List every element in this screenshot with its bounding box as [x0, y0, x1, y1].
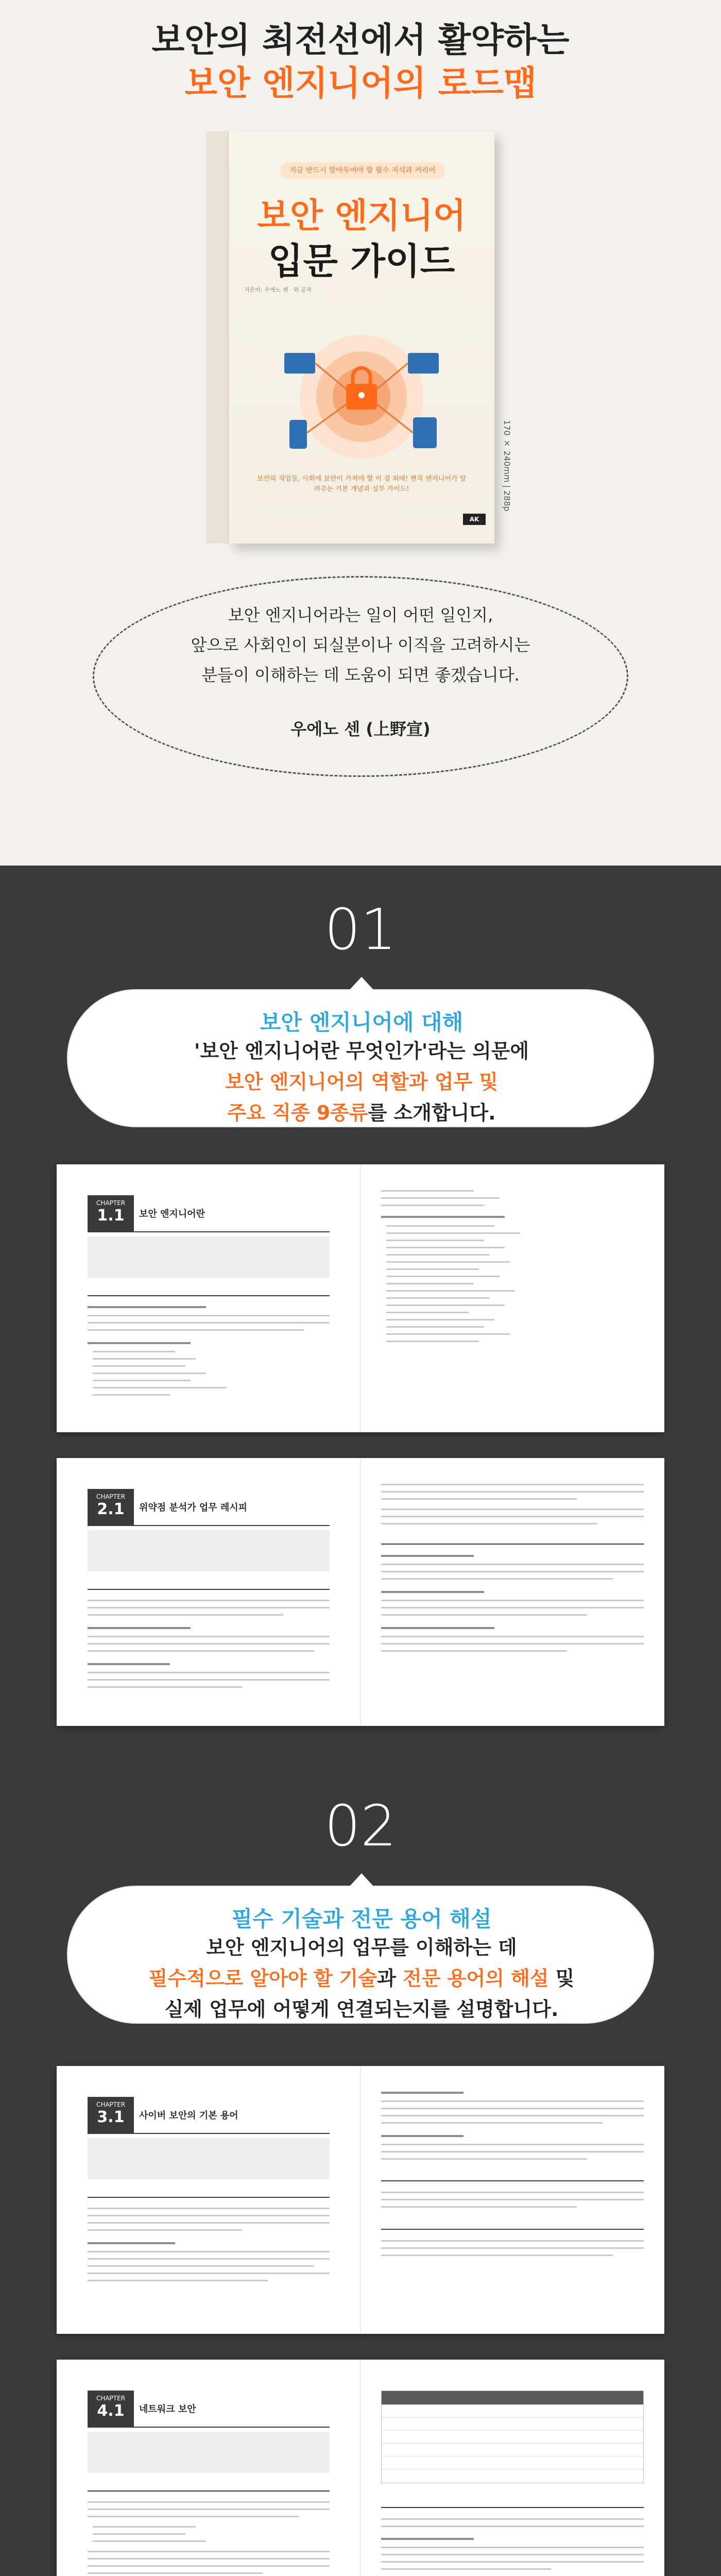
section-description-bubble	[67, 989, 654, 1127]
chapter-number: 1.1	[97, 1207, 125, 1225]
text-line	[88, 2265, 314, 2267]
text-line	[381, 2240, 644, 2242]
text-line	[381, 1614, 587, 1616]
desc-line	[68, 1963, 655, 1994]
chapter-intro-box	[88, 2432, 330, 2473]
text-line	[381, 2568, 551, 2570]
text-line	[381, 2092, 464, 2094]
text-line	[88, 1306, 206, 1308]
text-line	[381, 1516, 644, 1517]
text-line	[386, 1283, 474, 1284]
text-line	[381, 2144, 644, 2145]
text-line	[381, 2547, 644, 2548]
security-illustration	[269, 332, 454, 461]
quote-author: 우에노 센 (上野宣)	[290, 719, 431, 739]
subsection-heading	[381, 2172, 644, 2181]
chapter-label: CHAPTER	[96, 2101, 126, 2108]
section-02	[0, 1762, 721, 2576]
text-line	[381, 2199, 644, 2200]
text-line	[93, 1358, 196, 1360]
chapter-box	[88, 1195, 134, 1231]
section-01	[0, 866, 721, 1762]
text-line	[88, 2258, 330, 2260]
text-line	[386, 1341, 479, 1342]
text-line	[93, 1365, 185, 1367]
text-line	[88, 1342, 191, 1344]
subsection-heading	[88, 2189, 330, 2198]
book-spread	[57, 2360, 664, 2576]
text-line	[381, 1571, 644, 1572]
text-line	[386, 1290, 515, 1292]
book-size-label: 170 × 240mm | 288p	[502, 420, 512, 512]
text-line	[381, 1498, 577, 1500]
text-line	[88, 2501, 330, 2503]
text-line	[381, 1627, 494, 1629]
text-line	[88, 1650, 314, 1652]
desc-line	[68, 1097, 655, 1128]
text-line	[386, 1319, 494, 1320]
text-line	[93, 2533, 185, 2535]
text-line	[88, 1607, 330, 1608]
chapter-label: CHAPTER	[96, 1493, 126, 1500]
text-line	[88, 2516, 299, 2517]
text-line	[386, 1333, 510, 1335]
book-spine	[206, 131, 229, 544]
table-figure	[381, 2391, 644, 2483]
table-row	[382, 2417, 643, 2430]
text-line	[386, 1232, 520, 1234]
book-tagline: 지금 반드시 알아두어야 할 필수 지식과 커리어	[280, 162, 445, 179]
spread-page-left	[57, 1458, 360, 1726]
subsection-heading	[88, 1581, 330, 1590]
text-line	[88, 2551, 330, 2552]
text-line	[88, 2558, 330, 2560]
spread-page-left	[57, 1164, 360, 1432]
text-line	[88, 2208, 330, 2209]
chapter-label: CHAPTER	[96, 1199, 126, 1207]
text-line	[93, 1351, 175, 1352]
text-line	[381, 1600, 644, 1601]
bubble-tail	[349, 1873, 374, 1887]
chapter-number: 4.1	[97, 2402, 125, 2420]
text-line	[381, 2151, 644, 2153]
table-header	[382, 2391, 643, 2404]
section-description	[68, 1932, 655, 2025]
text-line	[381, 1555, 474, 1557]
text-line	[381, 2538, 474, 2540]
text-line	[93, 2526, 196, 2528]
chapter-title: 보안 엔지니어란	[139, 1209, 205, 1219]
text-line	[381, 1190, 474, 1192]
text-line	[88, 2222, 330, 2224]
text-line	[381, 2192, 644, 2193]
book-title-line2: 입문 가이드	[268, 240, 455, 282]
table-row	[382, 2456, 643, 2469]
section-description-bubble	[67, 1886, 654, 2024]
book-spread	[57, 1164, 664, 1432]
desc-highlight: 주요 직종 9종류	[227, 1101, 368, 1124]
text-line	[381, 1650, 566, 1652]
text-line	[88, 2215, 330, 2216]
spread-page-right	[360, 1458, 664, 1726]
desc-text: 를 소개합니다.	[368, 1101, 496, 1124]
text-line	[88, 1636, 330, 1637]
text-line	[88, 1663, 170, 1665]
book-spread	[57, 2066, 664, 2334]
spread-page-left	[57, 2066, 360, 2334]
text-line	[386, 1247, 505, 1248]
text-line	[93, 1394, 170, 1396]
section-description	[68, 1036, 655, 1128]
chapter-divider	[88, 1525, 330, 1526]
hero-title-line1: 보안의 최전선에서 활약하는	[151, 20, 570, 60]
text-line	[88, 2280, 268, 2281]
text-line	[88, 1686, 242, 1688]
text-line	[381, 2518, 644, 2520]
text-line	[381, 1643, 644, 1645]
book-authors: 지은이: 우에노 센 · 외 공저	[244, 286, 312, 293]
text-line	[381, 1564, 644, 1565]
text-line	[381, 2561, 644, 2563]
text-line	[381, 2115, 644, 2116]
text-line	[381, 1607, 644, 1608]
text-line	[381, 1523, 597, 1524]
chapter-divider	[88, 2133, 330, 2134]
chapter-number: 2.1	[97, 1500, 125, 1518]
chapter-number: 3.1	[97, 2108, 125, 2126]
book-cover-image	[206, 131, 512, 544]
quote-line: 분들이 이해하는 데 도움이 되면 좋겠습니다.	[201, 665, 520, 685]
text-line	[93, 2540, 206, 2542]
quote-text	[154, 600, 566, 690]
desc-text: 및	[548, 1967, 575, 1990]
subsection-heading	[381, 2499, 644, 2508]
text-line	[88, 2242, 175, 2244]
text-line	[88, 2273, 330, 2274]
text-line	[93, 1372, 206, 1374]
section-number: 01	[324, 896, 397, 962]
subsection-heading	[381, 1535, 644, 1545]
text-line	[88, 2509, 330, 2510]
bubble-tail	[349, 977, 374, 990]
table-row	[382, 2404, 643, 2417]
desc-line: 보안 엔지니어의 업무를 이해하는 데	[206, 1936, 517, 1959]
chapter-box	[88, 2391, 134, 2427]
text-line	[386, 1254, 489, 1256]
text-line	[88, 1643, 330, 1645]
chapter-title: 사이버 보안의 기본 용어	[139, 2110, 238, 2121]
desc-text: 과	[377, 1967, 403, 1990]
text-line	[88, 1679, 330, 1681]
chapter-divider	[88, 2427, 330, 2428]
text-line	[381, 1509, 644, 1510]
text-line	[381, 1484, 644, 1485]
chapter-title: 위약점 분석가 업무 레시피	[139, 1502, 248, 1513]
spread-page-right	[360, 1164, 664, 1432]
text-line	[88, 1600, 330, 1601]
text-line	[381, 1578, 613, 1580]
text-line	[88, 1315, 330, 1316]
table-row	[382, 2469, 643, 2482]
spread-page-right	[360, 2066, 664, 2334]
text-line	[88, 2229, 242, 2231]
text-line	[88, 1627, 191, 1629]
hero-title-line2: 보안 엔지니어의 로드맵	[184, 63, 537, 103]
desc-highlight: 전문 용어의 해설	[403, 1967, 549, 1990]
text-line	[88, 2565, 330, 2567]
book-publisher-logo: AK	[463, 514, 486, 525]
section-heading: 보안 엔지니어에 대해	[260, 1010, 464, 1035]
chapter-box	[88, 2097, 134, 2133]
text-line	[88, 1614, 283, 1616]
text-line	[386, 1268, 479, 1270]
book-blurb: 보안의 직업들, 사회에 보안이 가져야 할 이 점 외에! 현직 엔지니어가 알려주는 기본 개념과 실무 가이드!	[256, 475, 467, 493]
chapter-box	[88, 1489, 134, 1525]
text-line	[381, 2526, 644, 2527]
text-line	[88, 1329, 304, 1331]
text-line	[386, 1312, 469, 1313]
text-line	[386, 1261, 510, 1263]
spread-page-right	[360, 2360, 664, 2576]
text-line	[386, 1276, 500, 1277]
text-line	[381, 1636, 644, 1637]
text-line	[88, 1322, 330, 1324]
hero	[0, 0, 721, 866]
section-heading: 필수 기술과 전문 용어 해설	[231, 1906, 492, 1931]
desc-line: '보안 엔지니어란 무엇인가'라는 의문에	[194, 1040, 529, 1062]
text-line	[381, 2206, 577, 2208]
text-line	[381, 1491, 644, 1493]
text-line	[381, 2108, 644, 2109]
text-line	[386, 1297, 489, 1299]
book-spread	[57, 1458, 664, 1726]
quote-line: 앞으로 사회인이 되실분이나 이직을 고려하시는	[191, 635, 530, 655]
subsection-heading	[88, 2482, 330, 2492]
text-line	[88, 1672, 330, 1673]
chapter-title: 네트워크 보안	[139, 2404, 196, 2415]
text-line	[381, 1591, 484, 1593]
text-line	[381, 2122, 603, 2124]
text-line	[386, 1225, 494, 1227]
text-line	[381, 2247, 644, 2249]
text-line	[93, 1380, 191, 1381]
text-line	[381, 1197, 500, 1199]
quote-line: 보안 엔지니어라는 일이 어떤 일인지,	[228, 605, 493, 625]
text-line	[381, 2554, 644, 2555]
subsection-heading	[88, 1287, 330, 1296]
text-line	[88, 2572, 263, 2574]
text-line	[381, 1216, 505, 1218]
hero-title	[0, 19, 721, 105]
table-row	[382, 2430, 643, 2443]
text-line	[381, 2255, 613, 2256]
chapter-intro-box	[88, 1530, 330, 1571]
text-line	[88, 2251, 330, 2252]
text-line	[381, 2135, 464, 2137]
table-row	[382, 2443, 643, 2456]
spread-page-left	[57, 2360, 360, 2576]
text-line	[381, 2158, 587, 2160]
chapter-intro-box	[88, 1236, 330, 1278]
text-line	[386, 1240, 484, 1241]
chapter-divider	[88, 1231, 330, 1232]
text-line	[386, 1304, 505, 1306]
text-line	[381, 1205, 484, 1206]
desc-highlight: 필수적으로 알아야 할 기술	[148, 1967, 377, 1990]
text-line	[386, 1326, 484, 1328]
text-line	[381, 2100, 644, 2102]
book-front-cover	[229, 131, 494, 544]
chapter-intro-box	[88, 2138, 330, 2179]
text-line	[93, 1387, 227, 1388]
desc-line-highlight: 보안 엔지니어의 역할과 업무 및	[225, 1071, 499, 1093]
book-title-line1: 보안 엔지니어	[257, 196, 466, 235]
subsection-heading	[381, 2221, 644, 2230]
section-number: 02	[324, 1793, 397, 1859]
desc-line: 실제 업무에 어떻게 연결되는지를 설명합니다.	[164, 1998, 559, 2021]
chapter-label: CHAPTER	[96, 2395, 126, 2402]
